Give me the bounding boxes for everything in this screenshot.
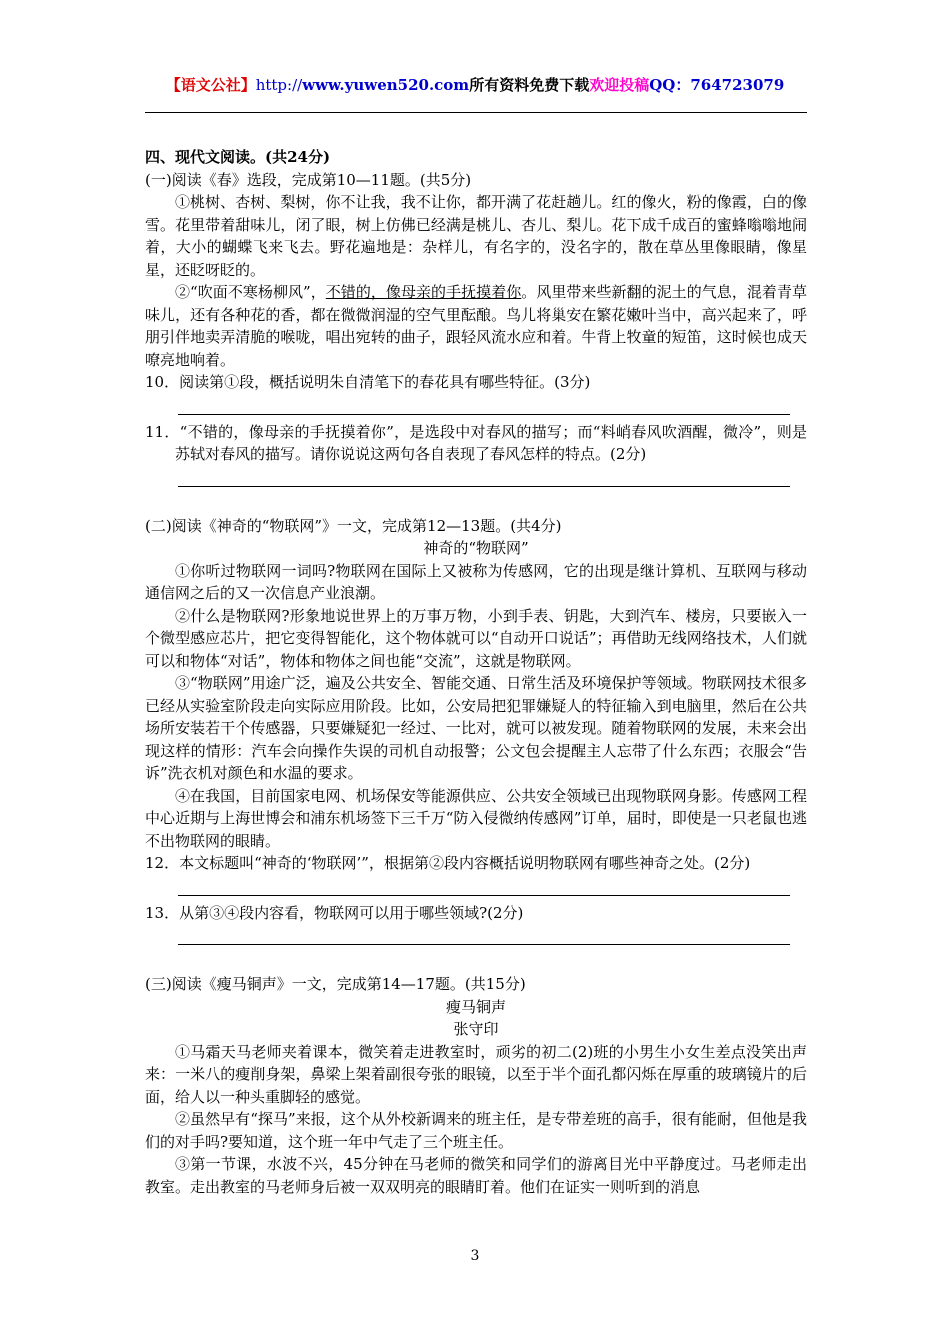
page-header <box>0 74 950 95</box>
answer-line-11[interactable] <box>178 472 790 487</box>
p2-start: ②“吹面不寒杨柳风”， <box>175 283 326 301</box>
answer-line-13[interactable] <box>178 930 790 945</box>
part2-paragraph-1: ①你听过物联网一词吗?物联网在国际上又被称为传感网，它的出现是继计算机、互联网与移动通信网之后的又一次信息产业浪潮。 <box>145 561 807 602</box>
header-qq: QQ：764723079 <box>649 76 785 94</box>
answer-line-10[interactable] <box>178 400 790 415</box>
part1-paragraph-1: ①桃树、杏树、梨树，你不让我，我不让你，都开满了花赶趟儿。红的像火，粉的像霞，白的像雪。花里带着甜味儿，闭了眼，树上仿佛已经满是桃儿、杏儿、梨儿。花下成千成百的蜜蜂嗡嗡地闹着，大小的蝴蝶飞来飞去。野花遍地是：杂样儿，有名字的，没名字的，散在草丛里像眼睛，像星星，还眨呀眨的。 <box>145 193 807 279</box>
part1-paragraph-2 <box>145 281 807 371</box>
page-number: 3 <box>470 1248 480 1264</box>
header-url[interactable]: www.yuwen520.com <box>302 76 470 94</box>
spacer <box>145 493 807 515</box>
question-11: 11．“不错的，像母亲的手抚摸着你”，是选段中对春风的描写；而“料峭春风吹酒醒，微冷”，则是苏轼对春风的描写。请你说说这两句各自表现了春风怎样的特点。(2分) <box>145 422 807 463</box>
part2-paragraph-3: ③“物联网”用途广泛，遍及公共安全、智能交通、日常生活及环境保护等领域。物联网技术很多已经从实验室阶段走向实际应用阶段。比如，公安局把犯罪嫌疑人的特征输入到电脑里，然后在公共场所安装若干个传感器，只要嫌疑犯一经过、一比对，就可以被发现。随着物联网的发展，未来会出现这样的情形：汽车会向操作失误的司机自动报警；公文包会提醒主人忘带了什么东西；衣服会“告诉”洗衣机对颜色和水温的要求。 <box>145 674 807 782</box>
document-body <box>145 146 807 1198</box>
part3-intro: (三)阅读《瘦马铜声》一文，完成第14—17题。(共15分) <box>145 975 526 993</box>
question-13: 13．从第③④段内容看，物联网可以用于哪些领域?(2分) <box>145 903 524 922</box>
part1-intro: (一)阅读《春》选段，完成第10—11题。(共5分) <box>145 170 472 189</box>
p2-rest: 。风里带来些新翻的泥土的气息，混着青草味儿，还有各种花的香，都在微微润湿的空气里酝酿。鸟儿将巢安在繁花嫩叶当中，高兴起来了，呼朋引伴地卖弄清脆的喉咙，唱出宛转的曲子，跟轻风流水应和着。牛背上牧童的短笛，这时候也成天嘹亮地响着。 <box>145 283 807 369</box>
part3-paragraph-3: ③第一节课，水波不兴，45分钟在马老师的微笑和同学们的游离目光中平静度过。马老师走出教室。走出教室的马老师身后被一双双明亮的眼睛盯着。他们在证实一则听到的消息 <box>145 1155 807 1196</box>
answer-line-12[interactable] <box>178 881 790 896</box>
part3-title: 瘦马铜声 <box>445 997 506 1016</box>
part2-paragraph-2: ②什么是物联网?形象地说世界上的万事万物，小到手表、钥匙，大到汽车、楼房，只要嵌入一个微型感应芯片，把它变得智能化，这个物体就可以“自动开口说话”；再借助无线网络技术，人们就可以和物体“对话”，物体和物体之间也能“交流”，这就是物联网。 <box>145 606 807 670</box>
section-title: 四、现代文阅读。(共24分) <box>145 148 331 166</box>
header-brand: 【语文公社】 <box>165 76 256 94</box>
header-url-prefix[interactable]: http:// <box>255 76 303 94</box>
part2-title: 神奇的“物联网” <box>423 539 529 557</box>
p2-underlined: 不错的，像母亲的手抚摸着你 <box>325 283 522 301</box>
part2-paragraph-4: ④在我国，目前国家电网、机场保安等能源供应、公共安全领域已出现物联网身影。传感网工程中心近期与上海世博会和浦东机场签下三千万“防入侵微纳传感网”订单，届时，即使是一只老鼠也逃不出物联网的眼睛。 <box>145 786 807 850</box>
header-tagline: 所有资料免费下载 <box>469 76 590 94</box>
spacer <box>145 951 807 973</box>
part2-intro: (二)阅读《神奇的“物联网”》一文，完成第12—13题。(共4分) <box>145 516 562 535</box>
part3-paragraph-2: ②虽然早有“探马”来报，这个从外校新调来的班主任，是专带差班的高手，很有能耐，但他是我们的对手吗?要知道，这个班一年中气走了三个班主任。 <box>145 1110 807 1151</box>
header-submit[interactable]: 欢迎投稿 <box>589 76 650 94</box>
question-12: 12．本文标题叫“神奇的‘物联网’”，根据第②段内容概括说明物联网有哪些神奇之处。(2分) <box>145 854 751 872</box>
header-rule <box>145 112 807 113</box>
part3-paragraph-1: ①马霜天马老师夹着课本，微笑着走进教室时，顽劣的初二(2)班的小男生小女生差点没笑出声来：一米八的瘦削身架，鼻梁上架着副很夸张的眼镜，以至于半个面孔都闪烁在厚重的玻璃镜片的后面，给人以一种头重脚轻的感觉。 <box>145 1042 807 1106</box>
question-10: 10．阅读第①段，概括说明朱自清笔下的春花具有哪些特征。(3分) <box>145 373 591 391</box>
part3-author: 张守印 <box>453 1020 499 1038</box>
